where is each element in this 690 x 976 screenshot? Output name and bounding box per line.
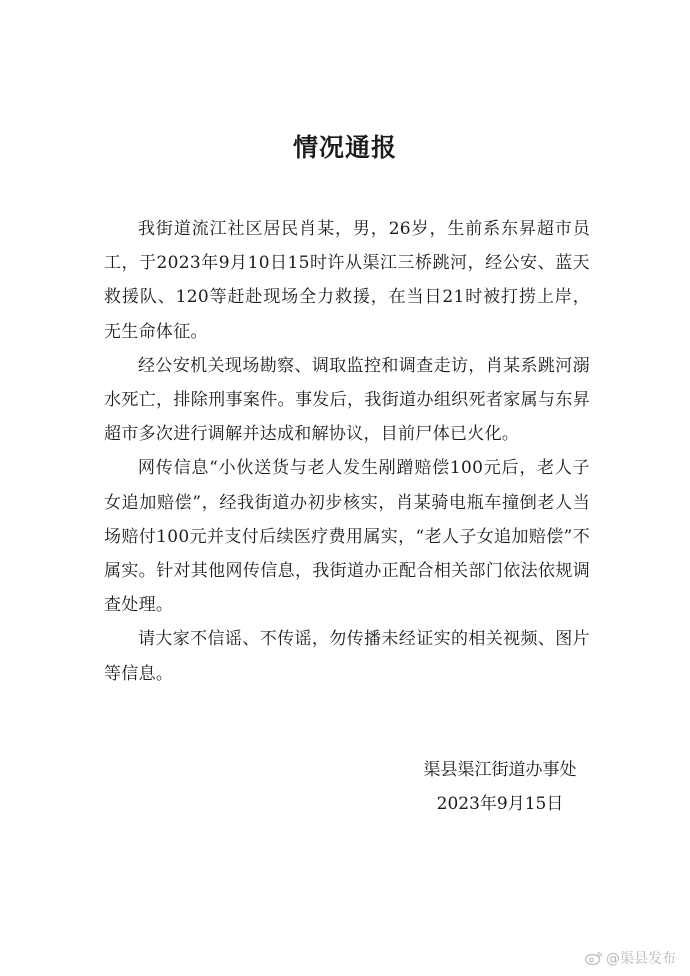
paragraph-2: 经公安机关现场勘察、调取监控和调查走访，肖某系跳河溺水死亡，排除刑事案件。事发后，我街道办组织死者家属与东昇超市多次进行调解并达成和解协议，目前尸体已火化。 [104,355,590,445]
paragraph-1: 我街道流江社区居民肖某，男，26岁，生前系东昇超市员工，于2023年9月10日15时许从渠江三桥跳河，经公安、蓝天救援队、120等赶赴现场全力救援，在当日21时被打捞上岸，无生命体征。 [104,219,590,342]
paragraph-4: 请大家不信谣、不传谣，勿传播未经证实的相关视频、图片等信息。 [104,629,590,684]
signature-organization: 渠县渠江街道办事处 [423,760,577,780]
paragraph-3: 网传信息“小伙送货与老人发生剐蹭赔偿100元后，老人子女追加赔偿”，经我街道办初步核实，肖某骑电瓶车撞倒老人当场赔付100元并支付后续医疗费用属实，“老人子女追加赔偿”不属实。针对其他网传信息，我街道办正配合相关部门依法依规调查处理。 [104,458,590,616]
notice-body [104,212,590,691]
watermark [585,948,676,968]
signature-date: 2023年9月15日 [436,794,564,814]
page-title: 情况通报 [292,133,397,162]
weibo-icon [585,951,603,965]
watermark-text: @渠县发布 [606,951,676,967]
signature-block [380,753,620,821]
